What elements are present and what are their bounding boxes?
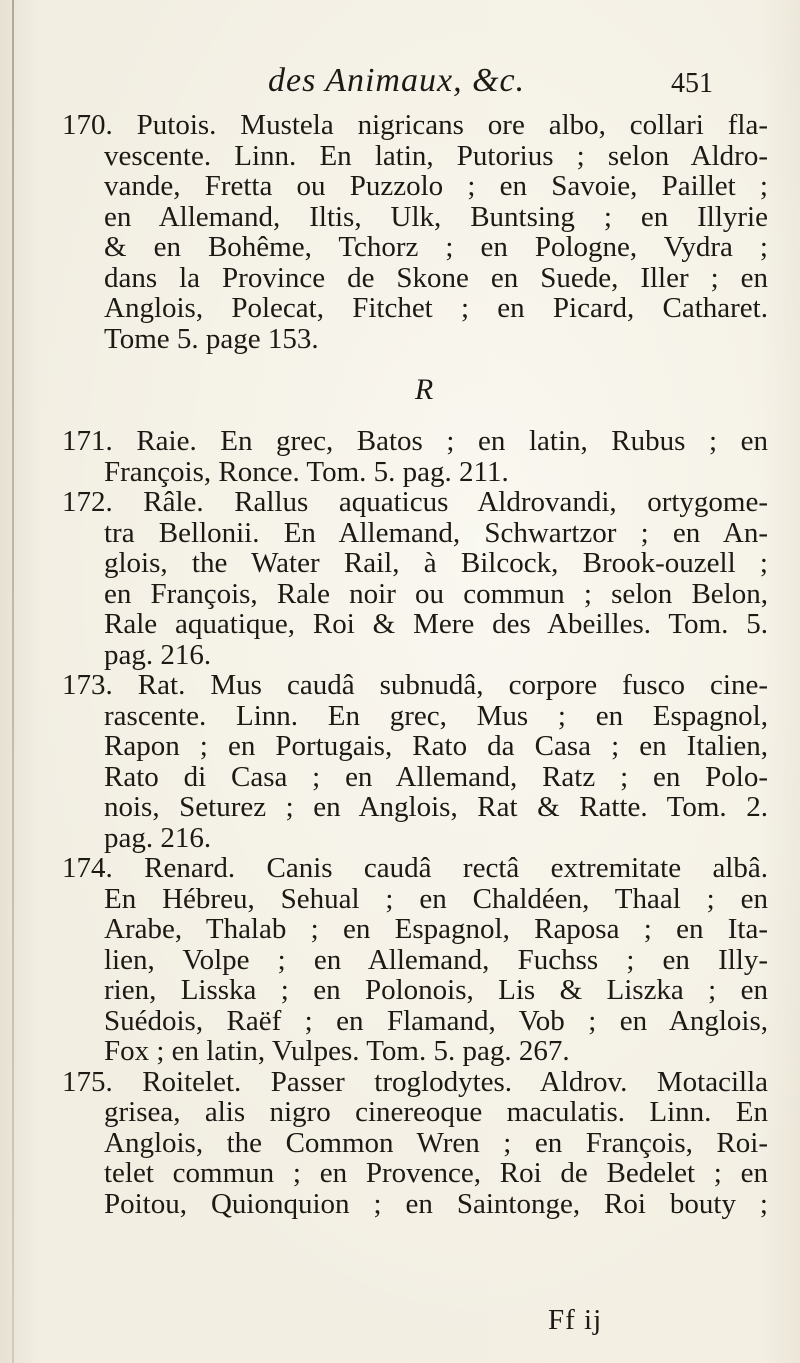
entry-173 xyxy=(62,670,768,853)
entry-line: François, Ronce. Tom. 5. pag. 211. xyxy=(104,456,509,487)
text-block xyxy=(62,110,768,1219)
entry-line: en Allemand, Iltis, Ulk, Buntsing ; en Illyrie xyxy=(104,201,768,232)
entry-line: pag. 216. xyxy=(104,639,212,670)
entry-line: Poitou, Quionquion ; en Saintonge, Roi bouty ; xyxy=(104,1188,768,1219)
entry-line: tra Bellonii. En Allemand, Schwartzor ; en An- xyxy=(104,517,768,548)
entry-line: telet commun ; en Provence, Roi de Bedelet ; en xyxy=(104,1158,768,1189)
page-header xyxy=(100,62,800,110)
signature-mark: Ff ij xyxy=(548,1304,603,1336)
entry-line: 170. Putois. Mustela nigricans ore albo, collari fla- xyxy=(62,110,768,141)
entry-175 xyxy=(62,1067,768,1220)
entry-line: rien, Lisska ; en Polonois, Lis & Liszka ; en xyxy=(104,975,768,1006)
entry-line: 173. Rat. Mus caudâ subnudâ, corpore fusco cine- xyxy=(62,670,768,701)
entry-line: grisea, alis nigro cinereoque maculatis. Linn. En xyxy=(104,1097,768,1128)
entry-172 xyxy=(62,487,768,670)
entry-line: Fox ; en latin, Vulpes. Tom. 5. pag. 267. xyxy=(104,1036,570,1067)
entry-line: En Hébreu, Sehual ; en Chaldéen, Thaal ; en xyxy=(104,883,768,914)
entry-line: 171. Raie. En grec, Batos ; en latin, Rubus ; en xyxy=(62,426,768,457)
entry-line: 174. Renard. Canis caudâ rectâ extremitate albâ. xyxy=(62,853,768,884)
entry-line: Arabe, Thalab ; en Espagnol, Raposa ; en Ita- xyxy=(104,914,768,945)
entry-line: & en Bohême, Tchorz ; en Pologne, Vydra ; xyxy=(104,232,768,263)
entry-line: Suédois, Raëf ; en Flamand, Vob ; en Anglois, xyxy=(104,1005,768,1036)
entry-line: en François, Rale noir ou commun ; selon Belon, xyxy=(104,578,768,609)
entry-line: vescente. Linn. En latin, Putorius ; selon Aldro- xyxy=(104,140,768,171)
entry-line: Tome 5. page 153. xyxy=(104,323,319,354)
entry-line: glois, the Water Rail, à Bilcock, Brook-ouzell ; xyxy=(104,548,768,579)
entry-line: Rato di Casa ; en Allemand, Ratz ; en Polo- xyxy=(104,761,768,792)
entry-line: Rapon ; en Portugais, Rato da Casa ; en Italien, xyxy=(104,731,768,762)
entry-line: Rale aquatique, Roi & Mere des Abeilles. Tom. 5. xyxy=(104,609,768,640)
entry-line: dans la Province de Skone en Suede, Iller ; en xyxy=(104,262,768,293)
entry-line: lien, Volpe ; en Allemand, Fuchss ; en Illy- xyxy=(104,944,768,975)
entry-line: 175. Roitelet. Passer troglodytes. Aldrov. Motacilla xyxy=(62,1066,768,1097)
entry-line: vande, Fretta ou Puzzolo ; en Savoie, Paillet ; xyxy=(104,171,768,202)
binding-gutter-line xyxy=(12,0,14,1363)
section-letter: R xyxy=(414,373,434,406)
entry-170 xyxy=(62,110,768,354)
entry-line: 172. Râle. Rallus aquaticus Aldrovandi, ortygome- xyxy=(62,487,768,518)
entry-line: Anglois, the Common Wren ; en François, Roi- xyxy=(104,1127,768,1158)
entry-line: rascente. Linn. En grec, Mus ; en Espagnol, xyxy=(104,700,768,731)
entry-line: nois, Seturez ; en Anglois, Rat & Ratte. Tom. 2. xyxy=(104,792,768,823)
running-title: des Animaux, &c. xyxy=(268,62,526,99)
entry-line: pag. 216. xyxy=(104,822,212,853)
entry-line: Anglois, Polecat, Fitchet ; en Picard, Catharet. xyxy=(104,293,768,324)
page-number: 451 xyxy=(671,68,713,99)
entry-171 xyxy=(62,426,768,487)
entry-174 xyxy=(62,853,768,1067)
